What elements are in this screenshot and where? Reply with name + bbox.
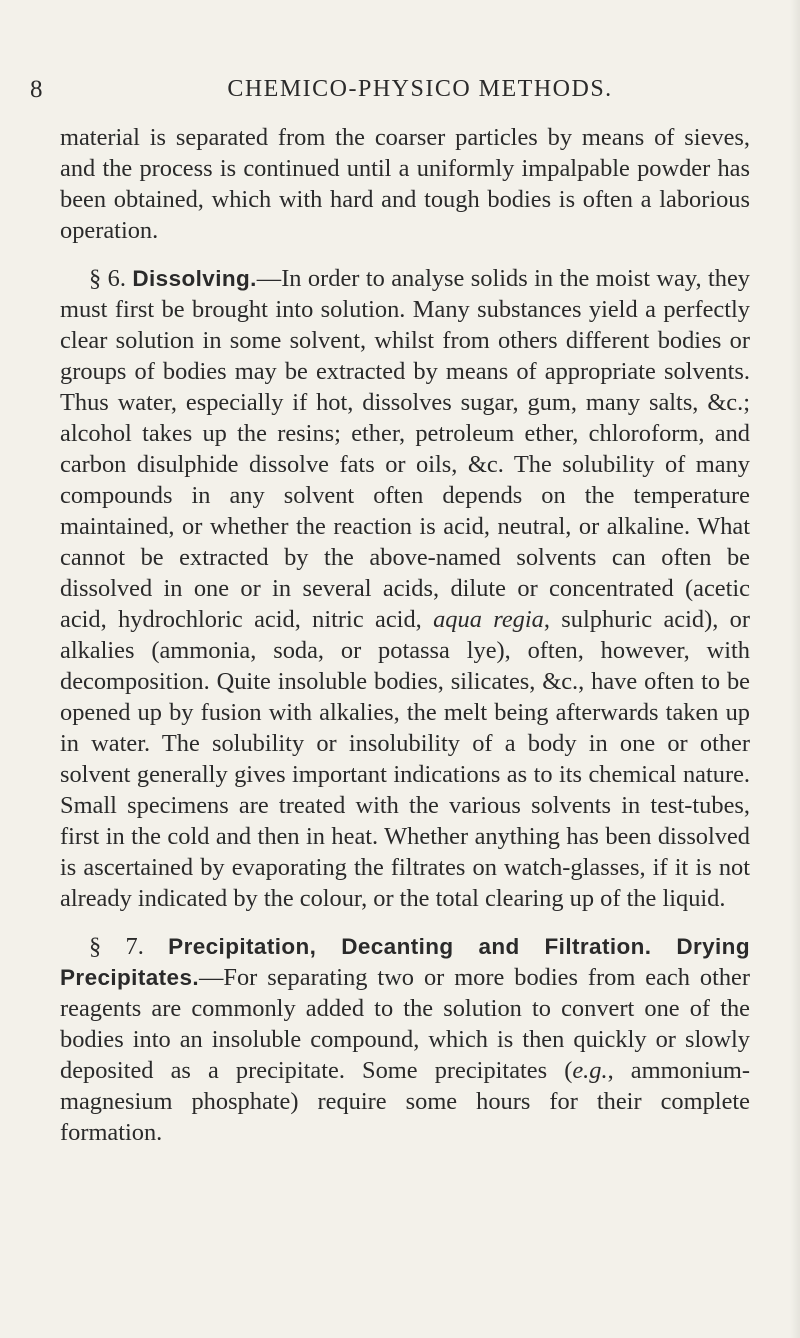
paragraph-text: material is separated from the coarser particles by means of sieves, and the process is continued until a uniformly impalpable powder has been obtained, which with hard and tough bodies is often a laborious operation.	[60, 124, 750, 244]
section-precipitation	[60, 931, 750, 1148]
section-heading: Dissolving.	[132, 266, 257, 291]
section-dissolving	[60, 263, 750, 914]
italic-term: aqua regia	[433, 606, 544, 633]
paragraph-text: , ammonium-magnesium phosphate) require some hours for their complete formation.	[60, 1057, 751, 1146]
body-text	[60, 122, 750, 1165]
page-edge-shadow	[790, 0, 800, 1338]
section-number: § 7.	[89, 933, 144, 960]
page-header	[30, 76, 770, 110]
paragraph-text: , sulphuric acid), or alkalies (ammonia, soda, or potassa lye), often, however, with decomposition. Quite insoluble bodies, silicates, &c., have often to be opened up by fusion with alkalies, the melt being afterwards taken up in water. The solubility or insolubility of a body in one or other solvent generally gives important indications as to its chemical nature. Small specimens are treated with the various solvents in test-tubes, first in the cold and then in heat. Whether anything has been dissolved is ascertained by evaporating the filtrates on watch-glasses, if it is not already indicated by the colour, or the total clearing up of the liquid.	[60, 606, 750, 912]
section-heading: Precipitation, Decanting and Filtration. Drying Precipitates.	[60, 934, 750, 990]
running-head: CHEMICO-PHYSICO METHODS.	[227, 76, 613, 102]
section-number: § 6.	[89, 265, 126, 292]
paragraph-continuation	[60, 122, 750, 246]
paragraph-text: —For separating two or more bodies from each other reagents are commonly added to the solution to convert one of the bodies into an insoluble compound, which is then quickly or slowly deposited as a precipitate. Some precipitates (	[60, 964, 750, 1084]
italic-term: e.g.	[572, 1057, 608, 1084]
page-number: 8	[30, 76, 43, 103]
paragraph-text: —In order to analyse solids in the moist way, they must first be brought into solution. Many substances yield a perfectly clear solution in some solvent, whilst from others different bodies or groups of bodies may be extracted by means of appropriate solvents. Thus water, especially if hot, dissolves sugar, gum, many salts, &c.; alcohol takes up the resins; ether, petroleum ether, chloroform, and carbon disulphide dissolve fats or oils, &c. The solubility of many compounds in any solvent often depends on the temperature maintained, or whether the reaction is acid, neutral, or alkaline. What cannot be extracted by the above-named solvents can often be dissolved in one or in several acids, dilute or concentrated (acetic acid, hydrochloric acid, nitric acid,	[60, 265, 750, 633]
